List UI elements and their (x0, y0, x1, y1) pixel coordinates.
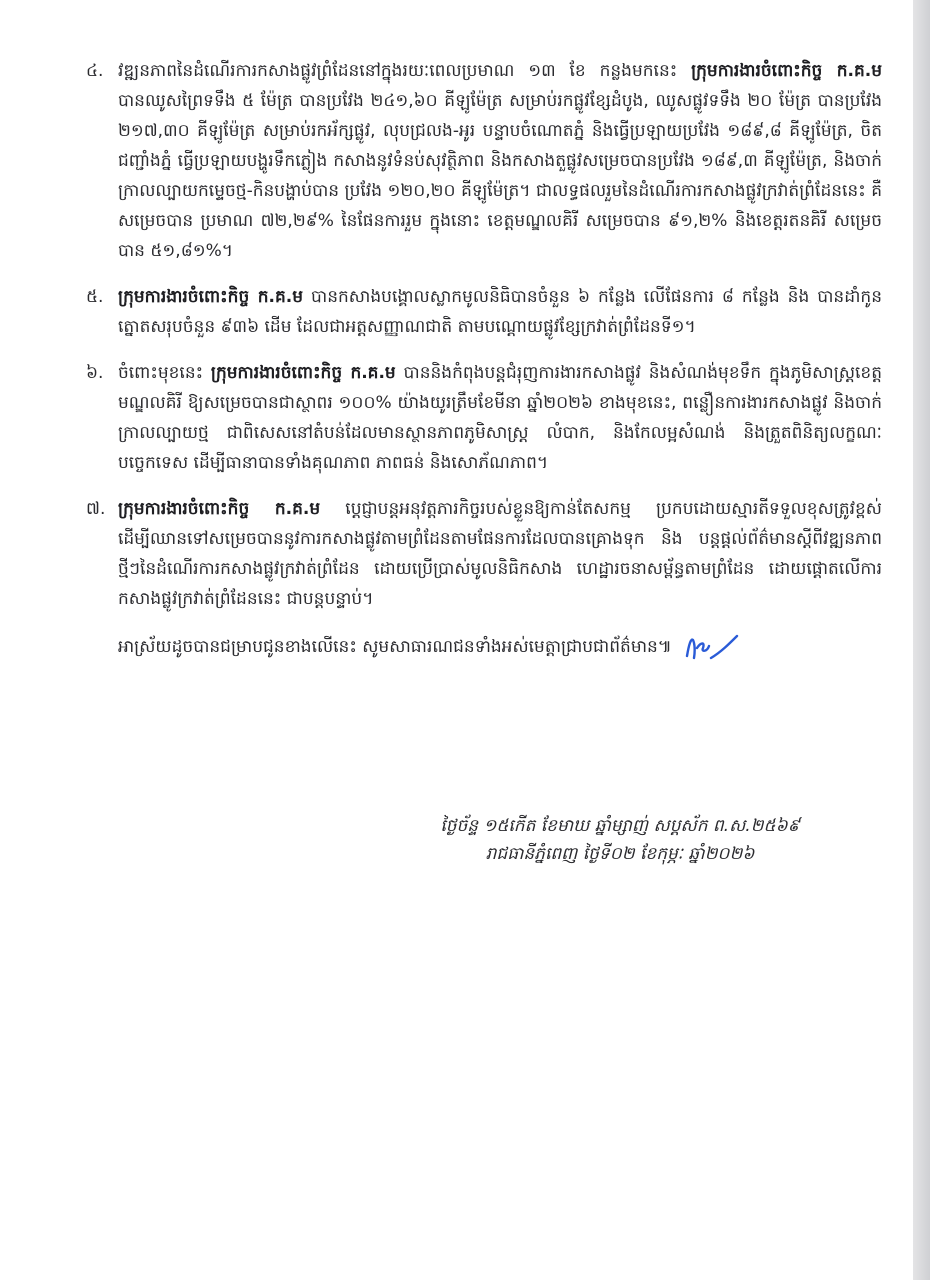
solar-date: រាជធានីភ្នំពេញ ថ្ងៃទី០២ ខែកុម្ភៈ ឆ្នាំ២០២៦ (485, 844, 755, 864)
signature-initial-icon (683, 630, 739, 664)
paragraph-7 (86, 494, 882, 614)
lunar-date: ថ្ងៃច័ន្ទ ១៥កើត ខែមាឃ ឆ្នាំម្សាញ់ សប្តស័ក ព.ស.២៥៦៩ (440, 816, 800, 836)
paragraph-bold-subject: ក្រុមការងារចំពោះកិច្ច ក.គ.ម (691, 61, 882, 81)
paragraph-number: ៤. (86, 61, 104, 81)
paragraph-number: ៦. (86, 363, 104, 383)
page-edge-shadow (913, 0, 930, 1280)
paragraph-4 (86, 56, 882, 266)
paragraph-5 (86, 282, 882, 342)
paragraph-bold-subject: ក្រុមការងារចំពោះកិច្ច ក.គ.ម (118, 287, 304, 307)
paragraph-lead: ចំពោះមុខនេះ (118, 363, 211, 383)
paragraph-bold-subject: ក្រុមការងារចំពោះកិច្ច ក.គ.ម (210, 363, 396, 383)
paragraph-lead: វឌ្ឍនភាពនៃដំណើរការកសាងផ្លូវព្រំដែននៅក្នុងរយៈពេលប្រមាណ ១៣ ខែ កន្លងមកនេះ (118, 61, 692, 81)
document-body (86, 56, 882, 664)
paragraph-text: បានកសាងបង្គោលស្លាកមូលនិធិបានចំនួន ៦ កន្លែង លើផែនការ ៨ កន្លែង និង បានដាំកូនត្នោតសរុបចំនួន ៩៣៦ ដើម ដែលជាអត្តសញ្ញាណជាតិ តាមបណ្តោយផ្លូវខ្សែក្រវាត់ព្រំដែនទី១។ (118, 287, 882, 337)
paragraph-number: ៥. (86, 287, 104, 307)
closing-text: អាស្រ័យដូចបានជម្រាបជូនខាងលើនេះ សូមសាធារណជនទាំងអស់មេត្តាជ្រាបជាព័ត៌មាន៕ (118, 637, 672, 657)
paragraph-text: ប្តេជ្ញាបន្តអនុវត្តភារកិច្ចរបស់ខ្លួនឱ្យកាន់តែសកម្ម ប្រកបដោយស្មារតីទទួលខុសត្រូវខ្ពស់ ដើម្បីឈានទៅសម្រេចបាននូវការកសាងផ្លូវតាមព្រំដែនតាមផែនការដែលបានគ្រោងទុក និង បន្តផ្តល់ព័ត៌មានស្តីពីវឌ្ឍនភាពថ្មីៗនៃដំណើរការកសាងផ្លូវក្រវាត់ព្រំដែន ដោយប្រើប្រាស់មូលនិធិកសាង ហេដ្ឋារចនាសម្ព័ន្ធតាមព្រំដែន ដោយផ្តោតលើការកសាងផ្លូវក្រវាត់ព្រំដែននេះ ជាបន្តបន្ទាប់។ (118, 499, 882, 609)
paragraph-6 (86, 358, 882, 478)
paragraph-text: បាននិងកំពុងបន្តជំរុញការងារកសាងផ្លូវ និងសំណង់មុខទឹក ក្នុងភូមិសាស្ត្រខេត្តមណ្ឌលគិរី ឱ្យសម្រេចបានជាស្ថាពរ ១០០% យ៉ាងយូរត្រឹមខែមីនា ឆ្នាំ២០២៦ ខាងមុខនេះ, ពន្លឿនការងារកសាងផ្លូវ និងចាក់ក្រាលល្បាយថ្ម ជាពិសេសនៅតំបន់ដែលមានស្ថានភាពភូមិសាស្ត្រ លំបាក, និងកែលម្អសំណង់ និងត្រួតពិនិត្យលក្ខណៈបច្ចេកទេស ដើម្បីធានាបានទាំងគុណភាព ភាពធន់ និងសោភ័ណភាព។ (118, 363, 882, 473)
paragraph-text: បានឈូសព្រៃទទឹង ៥ ម៉ែត្រ បានប្រវែង ២៤១,៦០ គីឡូម៉ែត្រ សម្រាប់រកផ្លូវខ្សែដំបូង, ឈូសផ្លូវទទឹង ២០ ម៉ែត្រ បានប្រវែង ២១៧,៣០ គីឡូម៉ែត្រ សម្រាប់រកអ័ក្សផ្លូវ, លុបជ្រលង-អូរ បន្ទាបចំណោតភ្នំ និងធ្វើប្រឡាយប្រវែង ១៨៩,៨ គីឡូម៉ែត្រ, ចិតជញ្ជាំងភ្នំ ធ្វើប្រឡាយបង្ហូរទឹកភ្លៀង កសាងនូវទំនប់សុវត្ថិភាព និងកសាងតួផ្លូវសម្រេចបានប្រវែង ១៨៩,៣ គីឡូម៉ែត្រ, និងចាក់ក្រាលល្បាយកម្ទេចថ្ម-កិនបង្ហាប់បាន ប្រវែង ១២០,២០ គីឡូម៉ែត្រ។ ជាលទ្ធផលរួមនៃដំណើរការកសាងផ្លូវក្រវាត់ព្រំដែននេះ គឺសម្រេចបាន ប្រមាណ ៧២,២៩% នៃផែនការរួម ក្នុងនោះ ខេត្តមណ្ឌលគិរី សម្រេចបាន ៩១,២% និងខេត្តរតនគិរី សម្រេចបាន ៥១,៨១%។ (118, 91, 882, 261)
paragraph-number: ៧. (86, 499, 106, 519)
closing-statement (86, 630, 882, 664)
paragraph-bold-subject: ក្រុមការងារចំពោះកិច្ច ក.គ.ម (118, 499, 321, 519)
date-block (420, 812, 820, 868)
